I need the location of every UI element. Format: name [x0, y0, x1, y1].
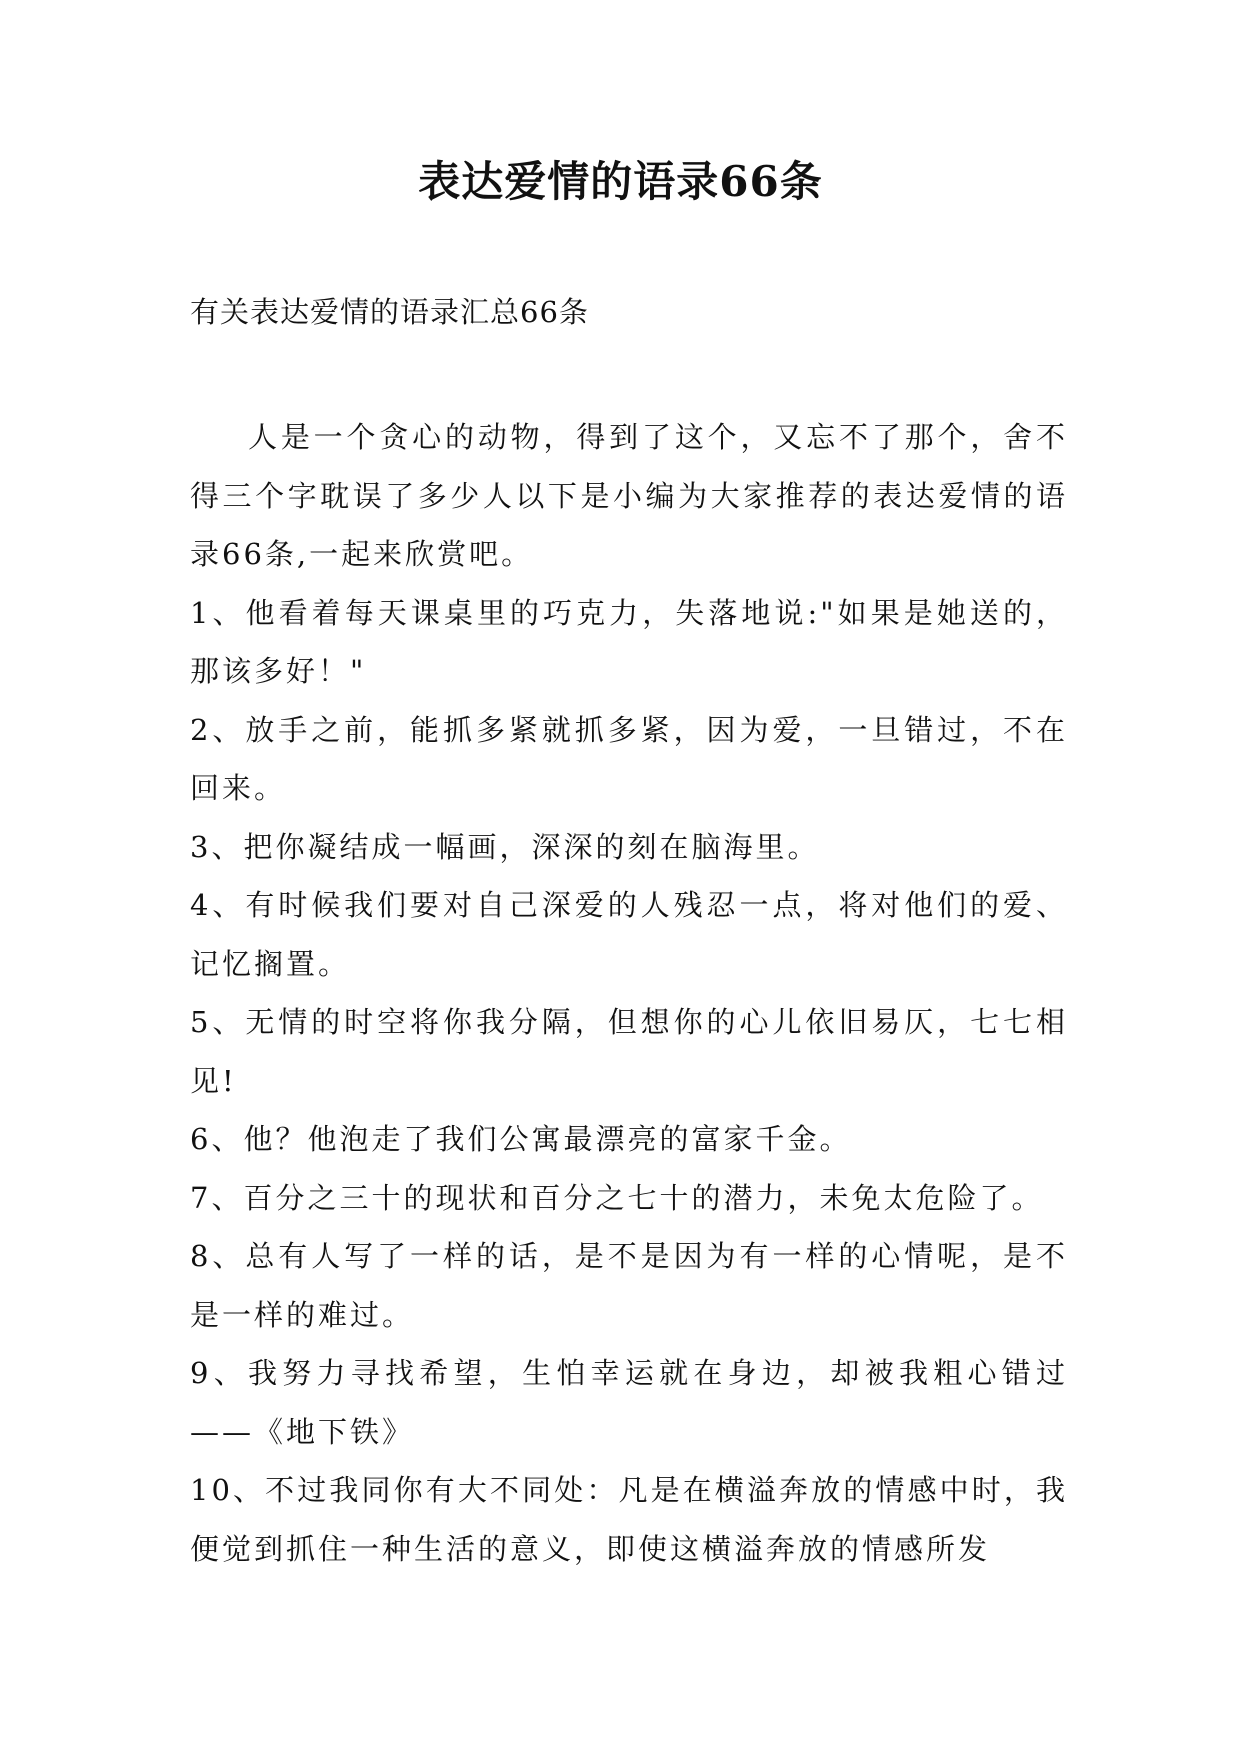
quote-item: 6、他？他泡走了我们公寓最漂亮的富家千金。	[190, 1122, 852, 1156]
quote-item: 7、百分之三十的现状和百分之七十的潜力，未免太危险了。	[190, 1180, 1044, 1215]
document-title: 表达爱情的语录66条	[418, 157, 823, 206]
document-body	[190, 408, 1068, 1578]
quote-item: 10、不过我同你有大不同处：凡是在横溢奔放的情感中时，我便觉到抓住一种生活的意义，即使这横溢奔放的情感所发	[190, 1473, 1068, 1566]
document-subtitle: 有关表达爱情的语录汇总66条	[190, 295, 589, 329]
quote-item: 8、总有人写了一样的话，是不是因为有一样的心情呢，是不是一样的难过。	[190, 1239, 1068, 1332]
quote-item: 2、放手之前，能抓多紧就抓多紧，因为爱，一旦错过，不在回来。	[190, 712, 1068, 805]
quote-item: 3、把你凝结成一幅画，深深的刻在脑海里。	[190, 829, 820, 864]
quote-item: 5、无情的时空将你我分隔，但想你的心儿依旧易仄，七七相见!	[190, 1005, 1068, 1098]
quote-item: 9、我努力寻找希望，生怕幸运就在身边，却被我粗心错过——《地下铁》	[190, 1356, 1068, 1449]
quote-item: 1、他看着每天课桌里的巧克力，失落地说:"如果是她送的，那该多好！"	[190, 595, 1068, 688]
quote-item: 4、有时候我们要对自己深爱的人残忍一点，将对他们的爱、记忆搁置。	[190, 888, 1068, 981]
intro-paragraph: 人是一个贪心的动物，得到了这个，又忘不了那个，舍不得三个字耽误了多少人以下是小编为大家推荐的表达爱情的语录66条,一起来欣赏吧。	[190, 420, 1068, 571]
